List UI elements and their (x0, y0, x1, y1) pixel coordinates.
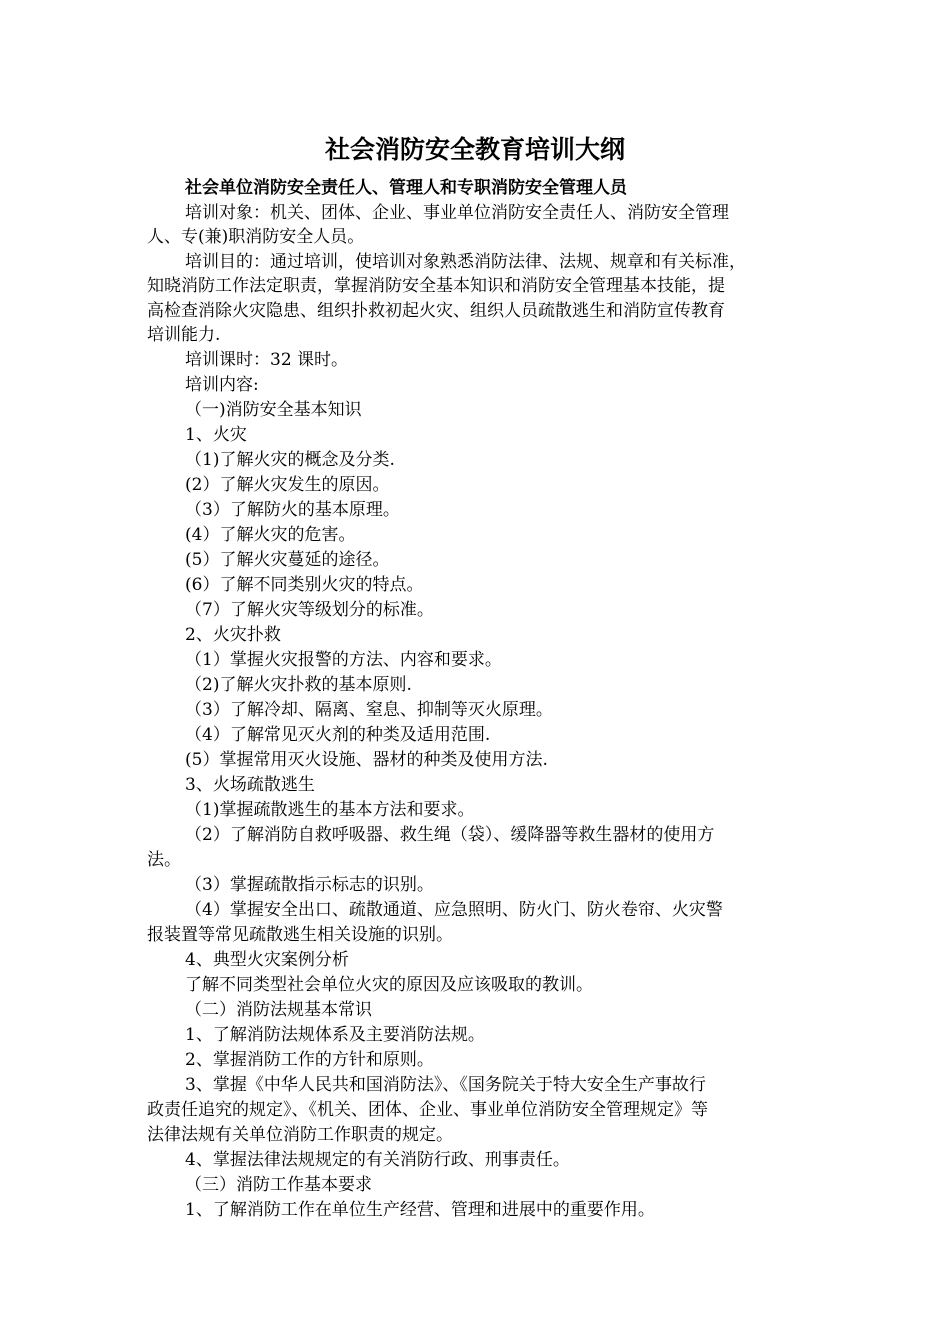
body-line: 了解不同类型社会单位火灾的原因及应该吸取的教训。 (185, 975, 593, 995)
body-line: 知晓消防工作法定职责，掌握消防安全基本知识和消防安全管理基本技能，提 (147, 276, 725, 296)
body-line: 1、火灾 (185, 425, 247, 445)
body-line: 培训对象：机关、团体、企业、事业单位消防安全责任人、消防安全管理 (185, 203, 729, 223)
body-line: （1)掌握疏散逃生的基本方法和要求。 (185, 800, 475, 820)
body-line: 报装置等常见疏散逃生相关设施的识别。 (147, 925, 453, 945)
document-title: 社会消防安全教育培训大纲 (324, 135, 625, 164)
body-line: 2、火灾扑救 (185, 625, 281, 645)
body-line: （三）消防工作基本要求 (185, 1175, 372, 1195)
document-subtitle: 社会单位消防安全责任人、管理人和专职消防安全管理人员 (185, 178, 627, 198)
body-line: (2）了解火灾发生的原因。 (185, 475, 390, 495)
body-line: （2)了解火灾扑救的基本原则. (185, 675, 412, 695)
body-line: 法律法规有关单位消防工作职责的规定。 (147, 1125, 453, 1145)
body-line: 3、掌握《中华人民共和国消防法》、《国务院关于特大安全生产事故行 (185, 1075, 706, 1095)
body-line: 培训课时：32 课时。 (185, 350, 349, 370)
body-line: 培训能力. (147, 325, 221, 345)
body-line: (6）了解不同类别火灾的特点。 (185, 575, 424, 595)
body-line: 政责任追究的规定》、《机关、团体、企业、事业单位消防安全管理规定》等 (147, 1100, 708, 1120)
body-line: （2）了解消防自救呼吸器、救生绳（袋）、缓降器等救生器材的使用方 (185, 825, 715, 845)
body-line: （3）了解冷却、隔离、窒息、抑制等灭火原理。 (185, 700, 553, 720)
body-line: 4、典型火灾案例分析 (185, 950, 349, 970)
body-line: (4）了解火灾的危害。 (185, 525, 356, 545)
body-line: 2、掌握消防工作的方针和原则。 (185, 1050, 434, 1070)
body-line: （4）掌握安全出口、疏散通道、应急照明、防火门、防火卷帘、火灾警 (185, 900, 723, 920)
body-line: 1、了解消防工作在单位生产经营、管理和进展中的重要作用。 (185, 1200, 655, 1220)
body-line: （7）了解火灾等级划分的标准。 (185, 600, 434, 620)
body-line: (5）了解火灾蔓延的途径。 (185, 550, 390, 570)
body-line: （二）消防法规基本常识 (185, 1000, 372, 1020)
body-line: (5）掌握常用灭火设施、器材的种类及使用方法. (185, 750, 548, 770)
body-line: 人、专(兼)职消防安全人员。 (147, 227, 365, 247)
body-line: （1)了解火灾的概念及分类. (185, 450, 395, 470)
body-line: 法。 (147, 850, 181, 870)
body-line: 4、掌握法律法规规定的有关消防行政、刑事责任。 (185, 1150, 570, 1170)
body-line: （一)消防安全基本知识 (185, 400, 362, 420)
body-line: 培训目的：通过培训，使培训对象熟悉消防法律、法规、规章和有关标准， (185, 252, 746, 272)
body-line: 1、了解消防法规体系及主要消防法规。 (185, 1025, 485, 1045)
body-line: 高检查消除火灾隐患、组织扑救初起火灾、组织人员疏散逃生和消防宣传教育 (147, 301, 725, 321)
body-line: （1）掌握火灾报警的方法、内容和要求。 (185, 650, 502, 670)
body-line: 培训内容: (185, 375, 259, 395)
body-line: （4）了解常见灭火剂的种类及适用范围. (185, 725, 491, 745)
body-line: 3、火场疏散逃生 (185, 775, 315, 795)
body-line: （3）了解防火的基本原理。 (185, 500, 400, 520)
body-line: （3）掌握疏散指示标志的识别。 (185, 875, 434, 895)
